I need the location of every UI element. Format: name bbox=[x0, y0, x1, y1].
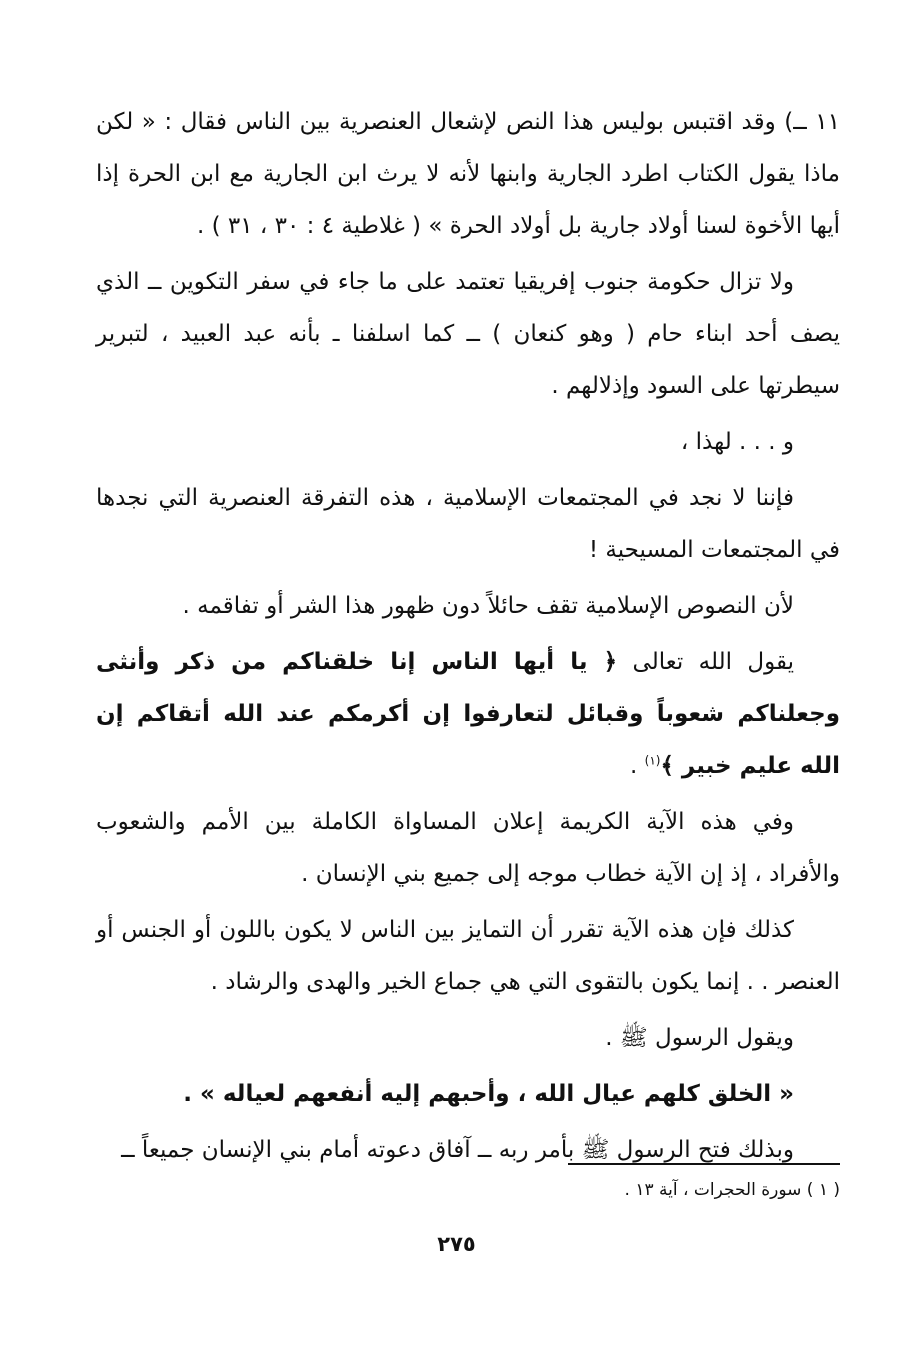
paragraph-equality: وفي هذه الآية الكريمة إعلان المساواة الكاملة بين الأمم والشعوب والأفراد ، إذ إن الآية خطاب موجه إلى جميع بني الإنسان . bbox=[96, 809, 840, 887]
verse-intro: يقول الله تعالى bbox=[632, 649, 794, 675]
paragraph-quote-galatians: ١١ ــ) وقد اقتبس بوليس هذا النص لإشعال العنصرية بين الناس فقال : « لكن ماذا يقول الكتاب اطرد الجارية وابنها لأنه لا يرث ابن الجارية مع ابن الحرة إذا أيها الأخوة لسنا أولاد جارية بل أولاد الحرة » ( غلاطية ٤ : ٣٠ ، ٣١ ) . bbox=[96, 109, 840, 239]
paragraph-distinction: كذلك فإن هذه الآية تقرر أن التمايز بين الناس لا يكون باللون أو الجنس أو العنصر . . إنما يكون بالتقوى التي هي جماع الخير والهدى والرشاد . bbox=[96, 917, 840, 995]
paragraph-prophet-says: ويقول الرسول ﷺ . bbox=[605, 1025, 794, 1051]
paragraph-south-africa: ولا تزال حكومة جنوب إفريقيا تعتمد على ما جاء في سفر التكوين ــ الذي يصف أحد ابناء حام ( وهو كنعان ) ــ كما اسلفنا ـ بأنه عبد العبيد ، لتبرير سيطرتها على السود وإذلالهم . bbox=[96, 269, 840, 399]
paragraph-islamic-texts: لأن النصوص الإسلامية تقف حائلاً دون ظهور هذا الشر أو تفاقمه . bbox=[182, 593, 794, 619]
verse-end: . bbox=[630, 753, 645, 779]
footnote-text: ( ١ ) سورة الحجرات ، آية ١٣ . bbox=[624, 1180, 840, 1200]
footnote-marker: (١) bbox=[644, 753, 661, 768]
quran-verse-text: ﴿ يا أيها الناس إنا خلقناكم من ذكر وأنثى وجعلناكم شعوباً وقبائل لتعارفوا إن أكرمكم عند الله أتقاكم إن الله عليم خبير ﴾ bbox=[96, 649, 840, 779]
page-body bbox=[96, 96, 840, 1180]
footnote-divider bbox=[568, 1163, 840, 1165]
paragraph-final: وبذلك فتح الرسول ﷺ بأمر ربه ــ آفاق دعوته أمام بني الإنسان جميعاً ــ bbox=[121, 1137, 794, 1163]
paragraph-quran-verse bbox=[96, 636, 840, 792]
page-number: ٢٧٥ bbox=[437, 1232, 476, 1256]
paragraph-islamic-societies: فإننا لا نجد في المجتمعات الإسلامية ، هذه التفرقة العنصرية التي نجدها في المجتمعات المسيحية ! bbox=[96, 485, 840, 563]
paragraph-hadith: « الخلق كلهم عيال الله ، وأحبهم إليه أنفعهم لعياله » . bbox=[183, 1081, 794, 1107]
paragraph-transition: و . . . لهذا ، bbox=[680, 429, 794, 455]
